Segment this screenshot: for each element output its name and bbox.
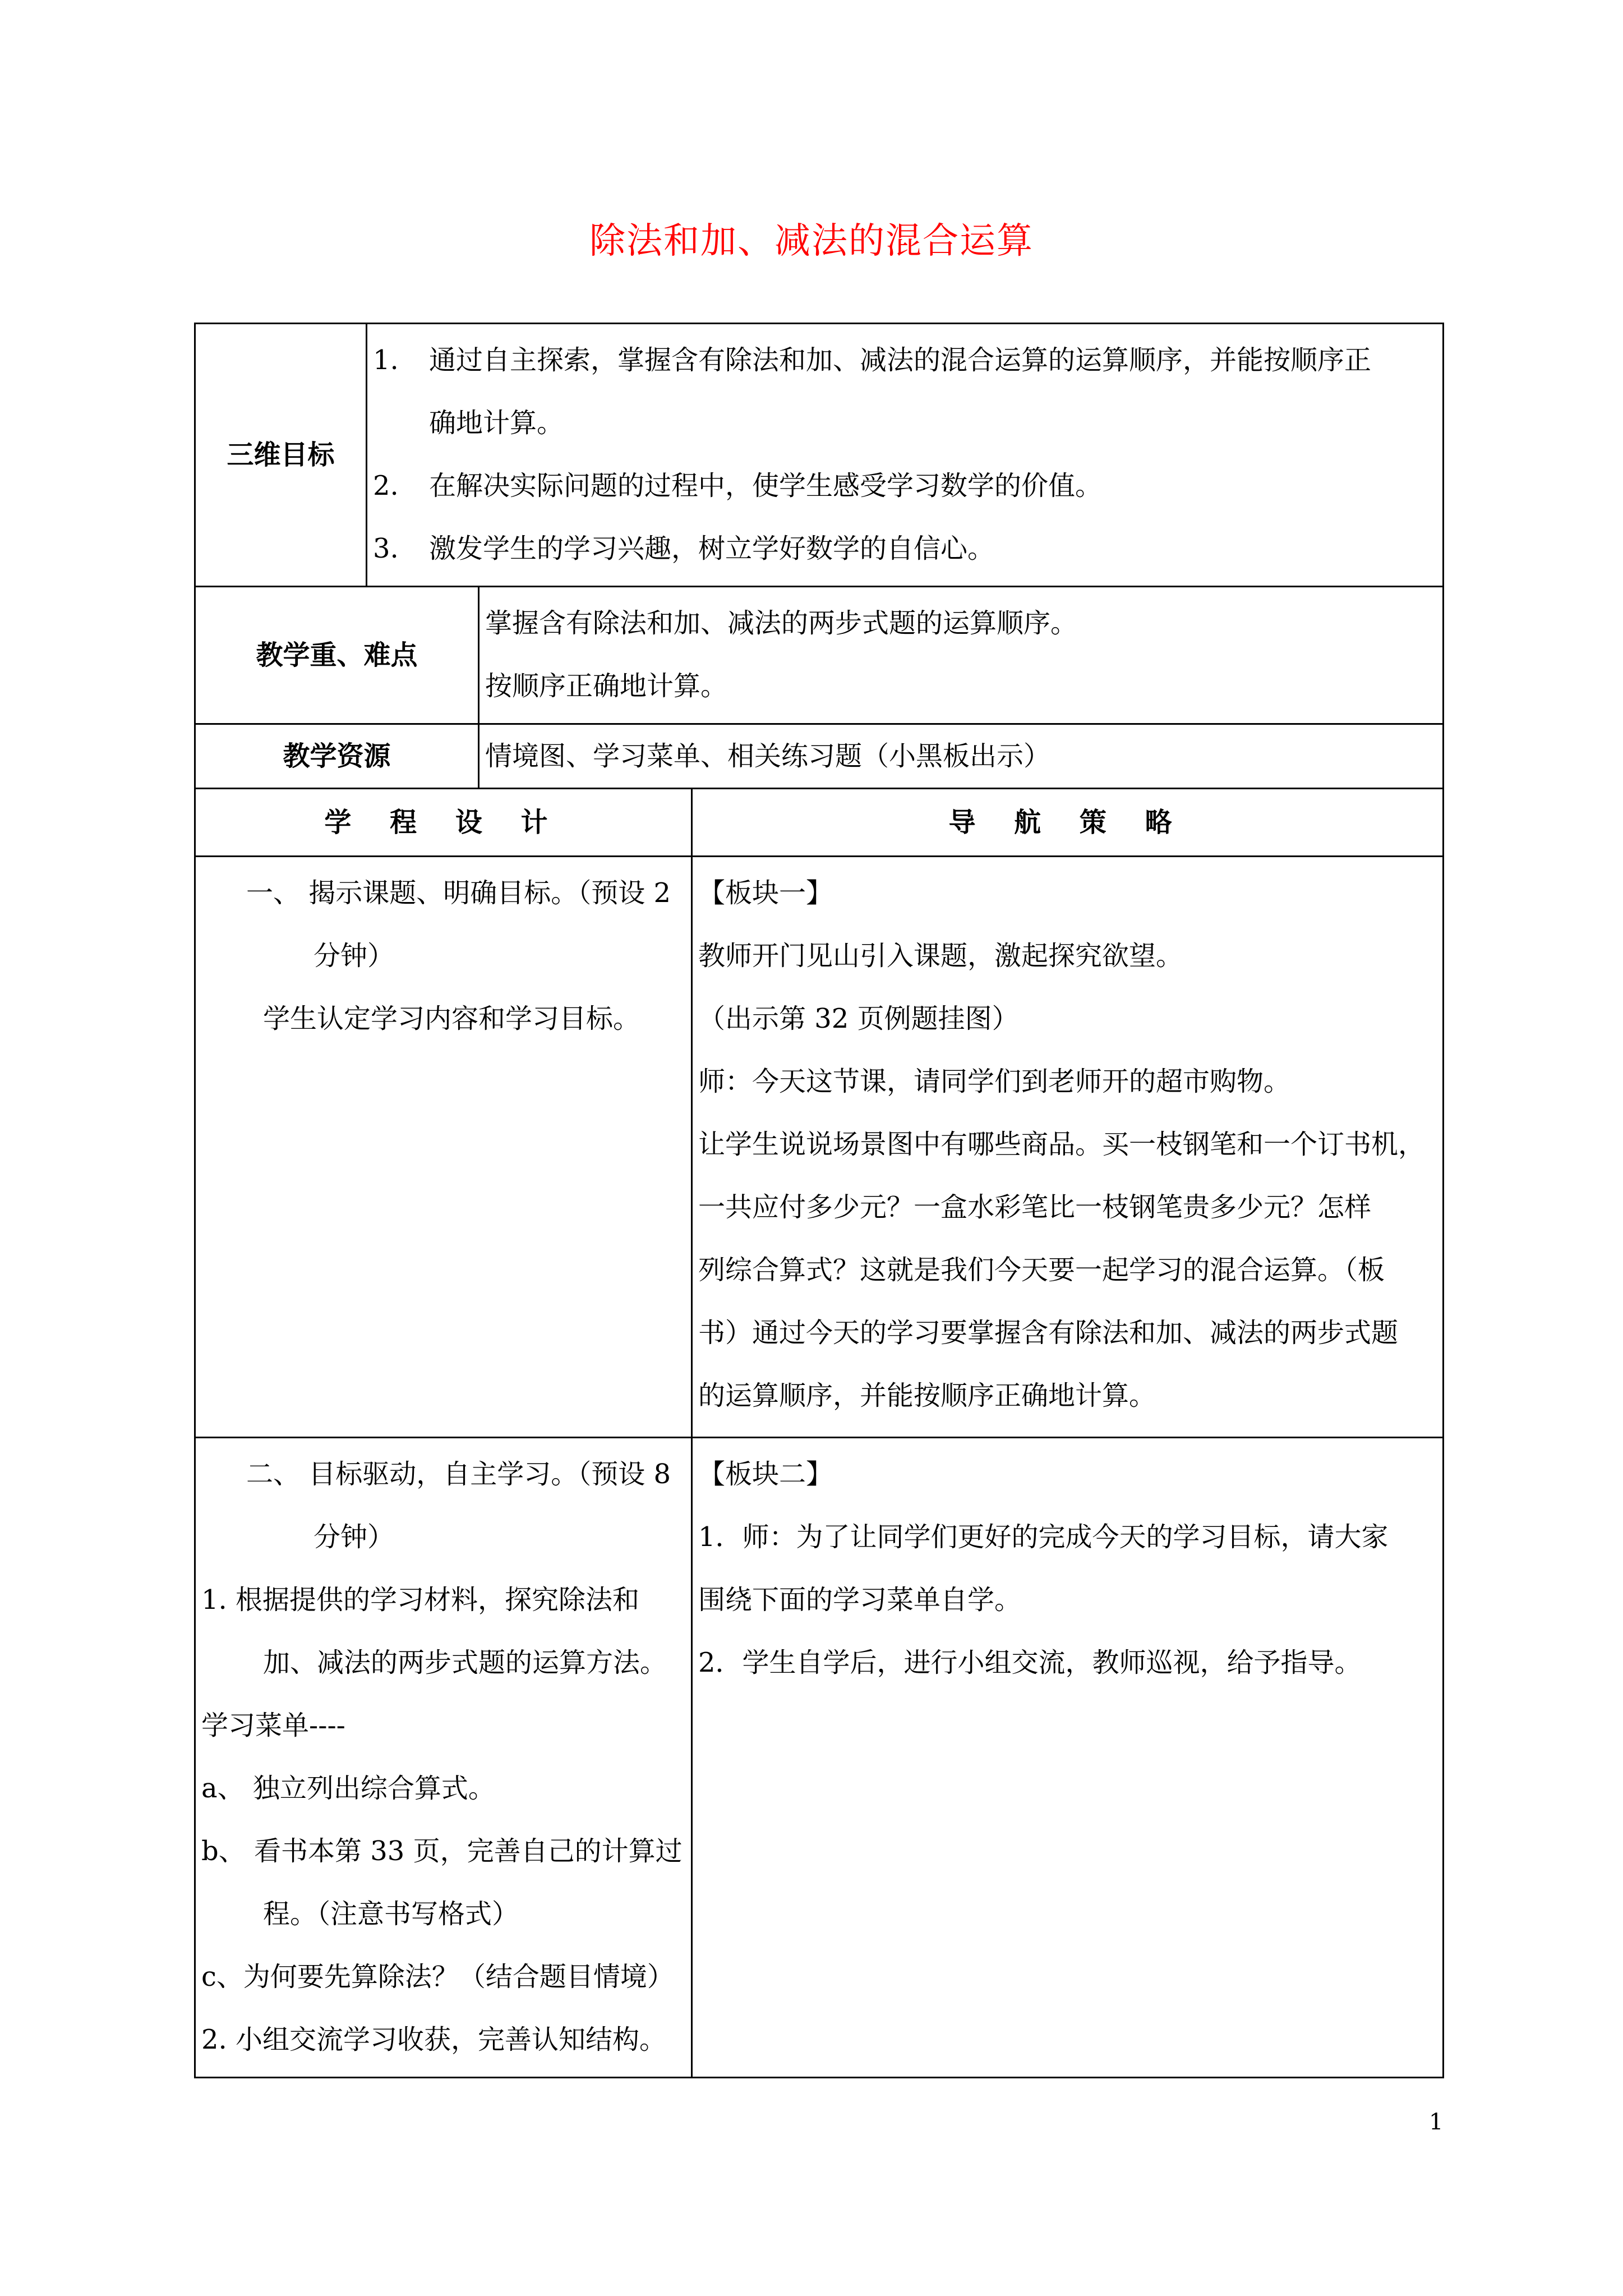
section-heading-cont: 分钟）: [313, 1521, 395, 1553]
strategy-text: 围绕下面的学习菜单自学。: [698, 1584, 1022, 1616]
block-title: 【板块二】: [698, 1458, 833, 1490]
section-1-strategy: [692, 857, 1444, 1438]
strategy-text: 让学生说说场景图中有哪些商品。买一枝钢笔和一个订书机，: [698, 1129, 1426, 1160]
section-1-row: [195, 857, 1444, 1438]
section-heading: 一、 揭示课题、明确目标。（预设 2: [246, 877, 671, 909]
process-text: 2. 小组交流学习收获，完善认知结构。: [201, 2024, 667, 2055]
strategy-text: 师：今天这节课，请同学们到老师开的超市购物。: [698, 1066, 1291, 1097]
objective-number: 1.: [373, 344, 399, 376]
strategy-text: 1．师：为了让同学们更好的完成今天的学习目标，请大家: [698, 1521, 1389, 1553]
section-2-strategy: [692, 1438, 1444, 2078]
objective-item: [373, 517, 1437, 580]
column-header-row: [195, 789, 1444, 857]
menu-item: c、为何要先算除法？（结合题目情境）: [201, 1961, 674, 1993]
section-2-process: [195, 1438, 692, 2078]
menu-title: 学习菜单----: [201, 1710, 345, 1741]
resources-label: 教学资源: [195, 724, 479, 789]
section-1-process: [195, 857, 692, 1438]
objective-number: 2.: [373, 470, 399, 501]
key-points-content: [479, 587, 1444, 724]
objective-text: 通过自主探索，掌握含有除法和加、减法的混合运算的运算顺序，并能按顺序正: [429, 344, 1372, 376]
resources-content: 情境图、学习菜单、相关练习题（小黑板出示）: [479, 724, 1444, 789]
column-header-strategy: 导 航 策 略: [692, 789, 1444, 857]
page-number: 1: [1429, 2109, 1444, 2135]
section-heading: 二、 目标驱动，自主学习。（预设 8: [246, 1458, 671, 1490]
block-title: 【板块一】: [698, 877, 833, 909]
document-title: 除法和加、减法的混合运算: [589, 220, 1034, 262]
strategy-text: （出示第 32 页例题挂图）: [698, 1003, 1019, 1034]
section-2-row: [195, 1438, 1444, 2078]
objective-number: 3.: [373, 533, 399, 564]
strategy-text: 列综合算式？这就是我们今天要一起学习的混合运算。（板: [698, 1254, 1385, 1286]
process-text: 学生认定学习内容和学习目标。: [263, 1003, 640, 1034]
objective-item: [373, 329, 1437, 454]
objective-text: 确地计算。: [429, 407, 564, 439]
lesson-plan-table: [194, 323, 1444, 2078]
menu-item: a、 独立列出综合算式。: [201, 1773, 495, 1804]
column-header-process: 学 程 设 计: [195, 789, 692, 857]
section-heading-cont: 分钟）: [313, 940, 395, 972]
strategy-text: 教师开门见山引入课题，激起探究欲望。: [698, 940, 1183, 972]
objective-text: 在解决实际问题的过程中，使学生感受学习数学的价值。: [429, 470, 1103, 501]
strategy-text: 2．学生自学后，进行小组交流，教师巡视，给予指导。: [698, 1647, 1362, 1678]
objectives-content: [367, 324, 1444, 587]
objective-item: [373, 454, 1437, 517]
objectives-row: [195, 324, 1444, 587]
key-points-label: 教学重、难点: [195, 587, 479, 724]
resources-row: [195, 724, 1444, 789]
process-text: 加、减法的两步式题的运算方法。: [263, 1647, 667, 1678]
strategy-text: 的运算顺序，并能按顺序正确地计算。: [698, 1380, 1156, 1411]
key-point-text: 掌握含有除法和加、减法的两步式题的运算顺序。: [485, 608, 1078, 639]
key-point-text: 按顺序正确地计算。: [485, 670, 728, 702]
key-points-row: [195, 587, 1444, 724]
strategy-text: 书）通过今天的学习要掌握含有除法和加、减法的两步式题: [698, 1317, 1399, 1349]
menu-item: b、 看书本第 33 页，完善自己的计算过: [201, 1835, 683, 1867]
process-text: 1. 根据提供的学习材料，探究除法和: [201, 1584, 640, 1616]
strategy-text: 一共应付多少元？一盒水彩笔比一枝钢笔贵多少元？怎样: [698, 1191, 1372, 1223]
menu-item-cont: 程。（注意书写格式）: [263, 1898, 519, 1930]
objectives-label: 三维目标: [195, 324, 367, 587]
objective-text: 激发学生的学习兴趣，树立学好数学的自信心。: [429, 533, 995, 564]
